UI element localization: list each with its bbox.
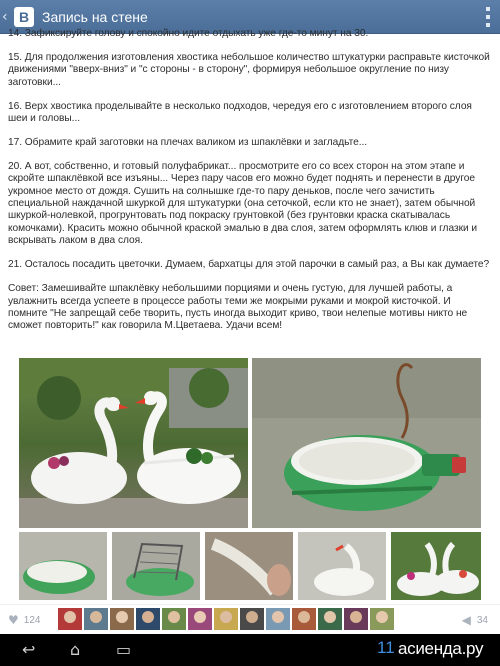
avatar[interactable] bbox=[318, 608, 342, 630]
post-text bbox=[8, 28, 492, 356]
thumbnail[interactable] bbox=[205, 532, 293, 600]
avatar[interactable] bbox=[58, 608, 82, 630]
vk-logo[interactable]: В bbox=[14, 7, 34, 27]
post-paragraph: 17. Обрамите край заготовки на плечах валиком из шпаклёвки и загладьте... bbox=[8, 136, 368, 148]
photo-gallery bbox=[19, 358, 481, 528]
thumbnail[interactable] bbox=[391, 532, 481, 600]
avatar[interactable] bbox=[136, 608, 160, 630]
post-paragraph: Совет: Замешивайте шпаклёвку небольшими порциями и очень густую, для лучшей работы, а увлажнить всегда успеете в процессе работы теми же мокрыми руками и мокрой кисточкой. И помните "Не запрещай себе творить, пусть иногда выходит криво, твои нелепые мотивы никто не сможет повторить!" как говорила М.Цветаева. Удачи всем! bbox=[8, 283, 468, 332]
avatar[interactable] bbox=[84, 608, 108, 630]
post-paragraph: 21. Осталось посадить цветочки. Думаем, бархатцы для этой парочки в самый раз, а Вы как думаете? bbox=[8, 259, 490, 271]
android-recents-icon[interactable]: ▭ bbox=[116, 640, 132, 659]
post-paragraph: 16. Верх хвостика проделывайте в несколько подходов, чередуя его с изготовлением второго слоя шеи и головы... bbox=[8, 100, 472, 125]
post-action-bar bbox=[0, 604, 500, 634]
avatar[interactable] bbox=[344, 608, 368, 630]
share-button[interactable] bbox=[462, 610, 488, 630]
megaphone-icon: ◀ bbox=[461, 613, 471, 627]
thumbnail[interactable] bbox=[19, 532, 107, 600]
android-home-icon[interactable]: ⌂ bbox=[70, 640, 81, 659]
clock: 11 bbox=[377, 638, 395, 657]
shares-count: 34 bbox=[476, 614, 488, 626]
system-navigation-bar bbox=[0, 634, 500, 666]
likes-count: 124 bbox=[23, 614, 41, 626]
avatar[interactable] bbox=[240, 608, 264, 630]
thumbnail[interactable] bbox=[298, 532, 386, 600]
avatar[interactable] bbox=[214, 608, 238, 630]
like-button[interactable] bbox=[8, 610, 40, 630]
avatar[interactable] bbox=[370, 608, 394, 630]
photo-thumbnails bbox=[19, 532, 481, 600]
photo-bottle-frame[interactable] bbox=[252, 358, 481, 528]
avatar[interactable] bbox=[266, 608, 290, 630]
avatar[interactable] bbox=[110, 608, 134, 630]
avatar[interactable] bbox=[292, 608, 316, 630]
post-paragraph: 20. А вот, собственно, и готовый полуфабрикат... просмотрите его со всех сторон на этом этапе и скройте шпаклёвкой все изъяны... Через пару часов его можно будет поднять и перенести в другое укромное место от дождя. Сушить на солнышке где-то пару деньков, после чего зачистить специальной наждачной шкуркой для штукатурки (она сеточкой, если кто не знает), затем обычной шкуркой-нолевкой, прогрунтовать под покраску грунтовкой (без грунтовки краска скатывалась комочками). Красить можно обычной краской эмалью в два слоя, затем оформлять клюв и глазки и вскрывать лаком в два слоя. bbox=[8, 160, 478, 247]
photo-swans-pair[interactable] bbox=[19, 358, 248, 528]
watermark: асиендa.ру bbox=[398, 639, 484, 658]
avatar[interactable] bbox=[188, 608, 212, 630]
page-title: Запись на стене bbox=[42, 8, 148, 25]
android-back-icon[interactable]: ↩ bbox=[22, 640, 36, 659]
post-paragraph: 14. Зафиксируйте голову и спокойно идите отдыхать уже где-то минут на 30. bbox=[8, 28, 369, 39]
post-paragraph: 15. Для продолжения изготовления хвостика небольшое количество штукатурки расправьте кисточкой движениями "вверх-вниз" и "с стороны - в сторону", формируя небольшое округление по низу заготовки... bbox=[8, 51, 490, 88]
chevron-left-icon[interactable]: ‹ bbox=[2, 8, 8, 25]
heart-icon: ♥ bbox=[8, 613, 19, 627]
liked-by-avatars bbox=[58, 608, 394, 630]
thumbnail[interactable] bbox=[112, 532, 200, 600]
avatar[interactable] bbox=[162, 608, 186, 630]
overflow-menu-icon[interactable] bbox=[486, 7, 492, 27]
